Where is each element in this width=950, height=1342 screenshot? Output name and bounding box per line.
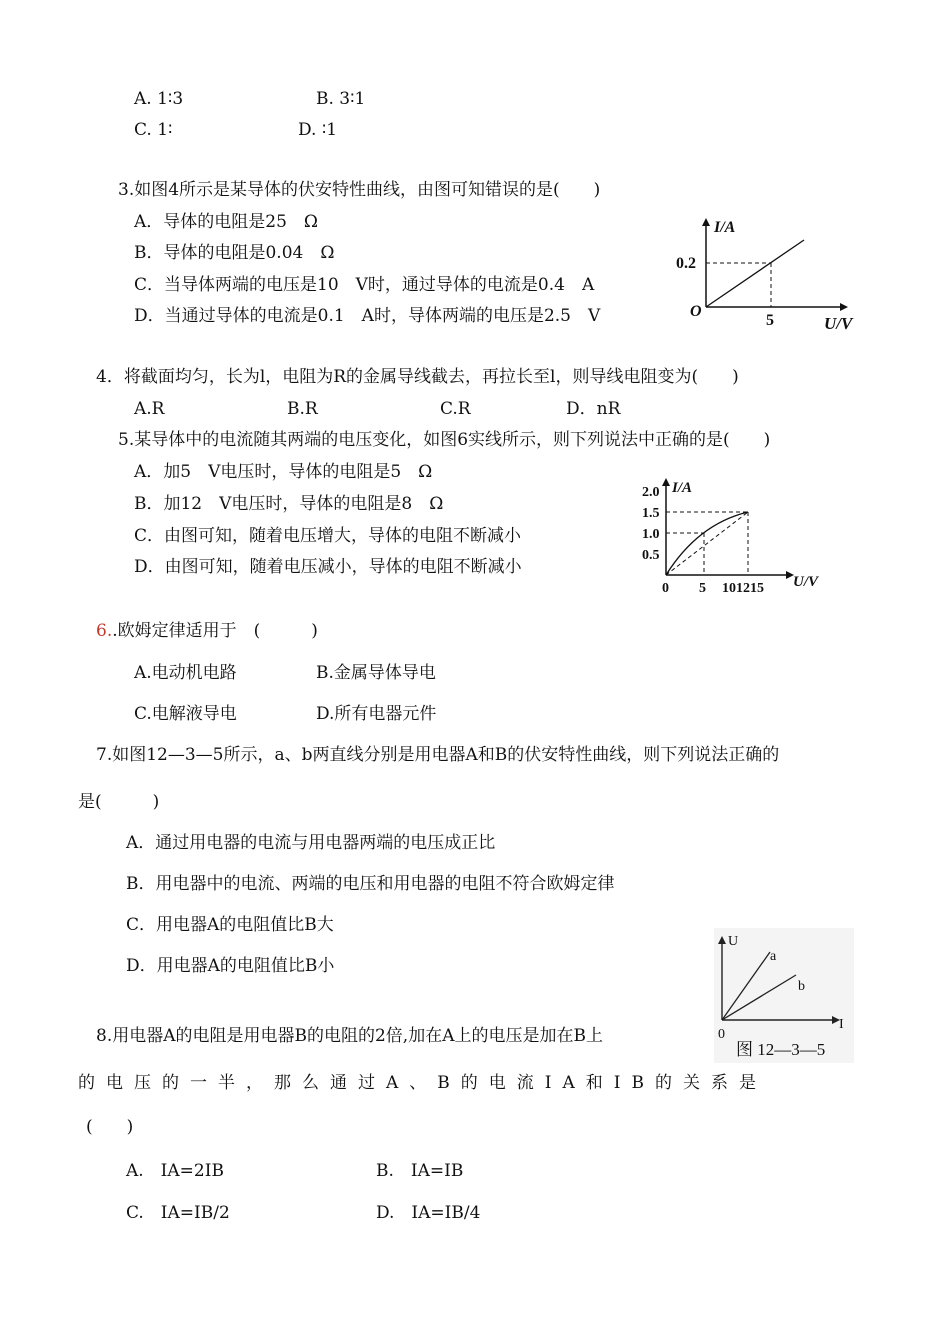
q7-option-c: C．用电器A的电阻值比B大: [126, 915, 334, 935]
q7-stem-continued: 是( ): [78, 792, 160, 812]
q5-y-tick: 1.0: [642, 527, 660, 542]
q3-y-axis-label: I/A: [714, 219, 736, 236]
q7-y-axis-label: U: [728, 934, 739, 949]
q7-origin: 0: [718, 1027, 725, 1042]
q7-option-d: D．用电器A的电阻值比B小: [126, 956, 335, 976]
q3-option-b: B．导体的电阻是0.04 Ω: [134, 243, 335, 263]
q3-origin: O: [690, 303, 702, 320]
q3-option-a: A．导体的电阻是25 Ω: [134, 212, 319, 232]
q3-y-tick: 0.2: [676, 255, 696, 272]
q7-stem: 7.如图12—3—5所示，a、b两直线分别是用电器A和B的伏安特性曲线，则下列说法正确的: [96, 745, 780, 765]
q5-y-tick: 2.0: [642, 485, 660, 500]
q5-option-c: C．由图可知，随着电压增大，导体的电阻不断减小: [134, 526, 522, 546]
q6-stem: .欧姆定律适用于 ( ): [112, 621, 318, 641]
q8-stem: 8.用电器A的电阻是用电器B的电阻的2倍,加在A上的电压是加在B上: [96, 1026, 603, 1046]
q3-option-d: D．当通过导体的电流是0.1 A时，导体两端的电压是2.5 V: [134, 306, 601, 326]
q5-y-tick: 0.5: [642, 548, 660, 563]
q4-stem: 4．将截面均匀，长为l，电阻为R的金属导线截去，再拉长至l，则导线电阻变为( ): [96, 367, 739, 387]
q5-y-tick: 1.5: [642, 506, 660, 521]
q5-x-axis-label: U/V: [793, 574, 819, 590]
q2-option-c: C. 1∶: [134, 120, 173, 140]
q5-y-axis-label: I/A: [672, 480, 693, 496]
q7-option-a: A．通过用电器的电流与用电器两端的电压成正比: [126, 833, 496, 853]
q7-line-a-label: a: [770, 949, 777, 964]
q2-option-a: A. 1∶3: [134, 89, 184, 109]
q5-option-b: B．加12 V电压时，导体的电阻是8 Ω: [134, 494, 444, 514]
q3-iv-graph: [670, 212, 870, 337]
q7-iv-graph: [714, 928, 854, 1063]
q4-option-c: C.R: [440, 399, 471, 419]
q4-option-b: B.R: [287, 399, 318, 419]
q8-stem-continued: 的电压的一半，那么通过A、B的电流IA和IB的关系是: [78, 1073, 767, 1093]
q3-x-tick: 5: [766, 312, 774, 329]
q4-option-a: A.R: [134, 399, 165, 419]
q3-stem: 3.如图4所示是某导体的伏安特性曲线，由图可知错误的是( ): [118, 180, 601, 200]
q7-line-b-label: b: [798, 979, 805, 994]
q6-option-a: A.电动机电路: [134, 663, 237, 683]
q6-number: 6.: [96, 621, 113, 641]
q2-option-d: D. ∶1: [298, 120, 338, 140]
q7-figure-caption: 图 12—3—5: [736, 1040, 826, 1059]
q7-option-b: B．用电器中的电流、两端的电压和用电器的电阻不符合欧姆定律: [126, 874, 615, 894]
q8-option-c: C. IA=IB/2: [126, 1203, 230, 1223]
q6-option-b: B.金属导体导电: [316, 663, 436, 683]
q6-stem-line: [96, 621, 318, 641]
q5-x-tick: 101215: [722, 581, 764, 596]
q8-option-d: D. IA=IB/4: [376, 1203, 481, 1223]
q8-option-a: A. IA=2IB: [126, 1161, 224, 1181]
q7-x-axis-label: I: [839, 1017, 844, 1032]
q8-option-b: B. IA=IB: [376, 1161, 464, 1181]
q5-option-d: D．由图可知，随着电压减小，导体的电阻不断减小: [134, 557, 522, 577]
q2-option-b: B. 3∶1: [316, 89, 366, 109]
q3-option-c: C．当导体两端的电压是10 V时，通过导体的电流是0.4 A: [134, 275, 595, 295]
q5-x-tick: 0: [662, 581, 669, 596]
q4-option-d: D．nR: [566, 399, 621, 419]
q5-x-tick: 5: [699, 581, 706, 596]
q8-stem-bracket: ( ): [86, 1117, 134, 1137]
q5-stem: 5.某导体中的电流随其两端的电压变化，如图6实线所示，则下列说法中正确的是( ): [118, 430, 771, 450]
q6-option-d: D.所有电器元件: [316, 704, 437, 724]
q5-iv-graph: [636, 472, 836, 600]
q6-option-c: C.电解液导电: [134, 704, 237, 724]
q3-x-axis-label: U/V: [824, 314, 853, 333]
q5-option-a: A．加5 V电压时，导体的电阻是5 Ω: [134, 462, 433, 482]
